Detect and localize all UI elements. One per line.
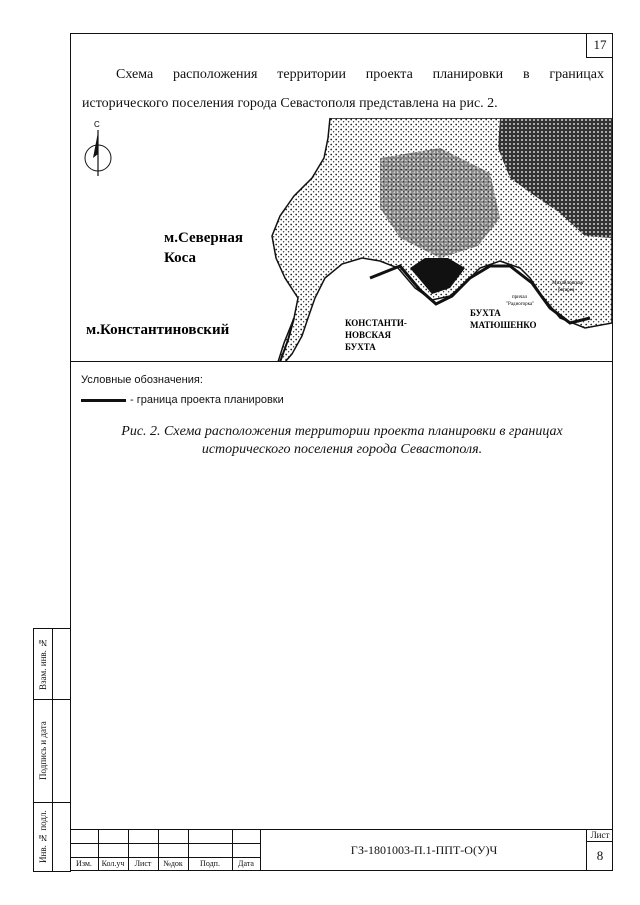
label-konst-bay-2: НОВСКАЯ — [345, 330, 392, 340]
compass-letter: С — [94, 120, 100, 129]
caption-line-2: исторического поселения города Севастополя. — [201, 442, 483, 457]
hdr-ndok: №док — [163, 859, 183, 868]
map-separator — [70, 361, 612, 362]
sheet-label: Лист — [587, 830, 613, 842]
location-map — [80, 118, 612, 362]
side-stamp — [33, 628, 71, 872]
hdr-kol-uch: Кол.уч — [101, 859, 125, 868]
label-matyushenko-2: МАТЮШЕНКО — [470, 320, 537, 330]
frame-top — [70, 33, 613, 34]
label-severnaya-2: Коса — [164, 250, 196, 266]
page-number: 17 — [586, 33, 613, 58]
label-battery-1: Михайловская — [552, 281, 583, 286]
map-drawing — [80, 118, 612, 362]
label-konstantinovsky: м.Константиновский — [86, 322, 230, 338]
hdr-data: Дата — [238, 859, 254, 868]
intro-line-1: Схема расположения территории проекта планировки в границах — [116, 67, 604, 82]
document-code: ГЗ-1801003-П.1-ППТ-О(У)Ч — [260, 830, 587, 871]
hdr-izm: Изм. — [76, 859, 92, 868]
label-matyushenko-1: БУХТА — [470, 308, 501, 318]
legend-title: Условные обозначения: — [81, 374, 203, 386]
legend-item: - граница проекта планировки — [130, 394, 284, 406]
hdr-list: Лист — [134, 859, 152, 868]
legend-line-symbol — [81, 399, 126, 402]
label-pier-1: причал — [512, 295, 528, 300]
label-battery-2: батарея — [558, 288, 575, 293]
side-label-podpis: Подпись и дата — [38, 721, 48, 781]
revision-grid — [70, 830, 260, 871]
label-konst-bay-3: БУХТА — [345, 342, 376, 352]
caption-line-1: Рис. 2. Схема расположения территории проекта планировки в границах — [121, 424, 563, 439]
frame-right — [612, 33, 613, 871]
title-block — [70, 829, 612, 871]
side-label-vzam: Взам. инв. № — [38, 637, 48, 691]
sheet-number: 8 — [596, 848, 604, 863]
label-konst-bay-1: КОНСТАНТИ- — [345, 318, 407, 328]
figure-caption — [82, 423, 602, 459]
intro-paragraph — [82, 60, 604, 118]
label-severnaya-1: м.Северная — [164, 230, 243, 246]
compass-icon — [85, 130, 111, 176]
label-pier-2: "Радиогорка" — [506, 302, 535, 307]
hdr-podp: Подп. — [200, 859, 220, 868]
intro-line-2: исторического поселения города Севастополя представлена на рис. 2. — [82, 96, 498, 111]
sheet-box — [586, 830, 613, 871]
side-label-inv: Инв. № подл. — [38, 810, 48, 864]
